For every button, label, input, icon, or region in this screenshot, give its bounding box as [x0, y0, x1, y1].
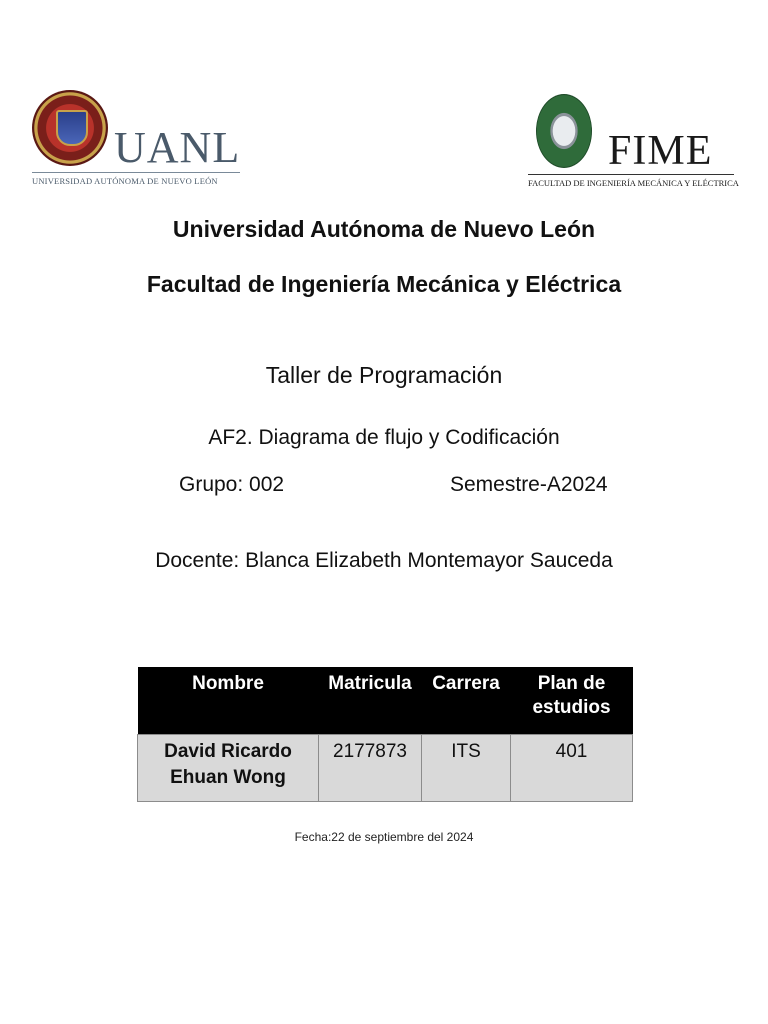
- uanl-logo-rule: [32, 172, 240, 173]
- table-header-row: [138, 667, 633, 735]
- header-carrera: Carrera: [422, 667, 511, 735]
- header-plan-de-estudios: Plan de estudios: [511, 667, 633, 735]
- group-label: Grupo: 002: [179, 473, 285, 496]
- uanl-logo-word: UANL: [114, 123, 241, 172]
- date-label: Fecha:22 de septiembre del 2024: [294, 830, 474, 844]
- uanl-shield-icon: [56, 110, 88, 146]
- course-name: Taller de Programación: [265, 362, 503, 388]
- fime-seal-icon: [536, 94, 592, 168]
- header-matricula: Matricula: [319, 667, 422, 735]
- fime-logo: [526, 90, 738, 194]
- activity-title: AF2. Diagrama de flujo y Codificación: [208, 426, 560, 449]
- cell-nombre: David Ricardo Ehuan Wong: [138, 735, 319, 802]
- cell-plan: 401: [511, 735, 633, 802]
- table-row: [138, 735, 633, 802]
- header-nombre: Nombre: [138, 667, 319, 735]
- university-title: Universidad Autónoma de Nuevo León: [172, 216, 596, 242]
- cell-matricula: 2177873: [319, 735, 422, 802]
- cell-carrera: ITS: [422, 735, 511, 802]
- fime-logo-word: FIME: [608, 128, 713, 174]
- fime-logo-subtitle: FACULTAD DE INGENIERÍA MECÁNICA Y ELÉCTRICA: [528, 178, 739, 188]
- student-info-table: [137, 667, 633, 802]
- fime-logo-rule: [528, 174, 734, 175]
- uanl-logo: [30, 88, 242, 192]
- faculty-title: Facultad de Ingeniería Mecánica y Eléctrica: [146, 271, 622, 297]
- semester-label: Semestre-A2024: [450, 473, 608, 496]
- teacher-label: Docente: Blanca Elizabeth Montemayor Sauceda: [155, 549, 613, 572]
- uanl-logo-subtitle: UNIVERSIDAD AUTÓNOMA DE NUEVO LEÓN: [32, 176, 218, 186]
